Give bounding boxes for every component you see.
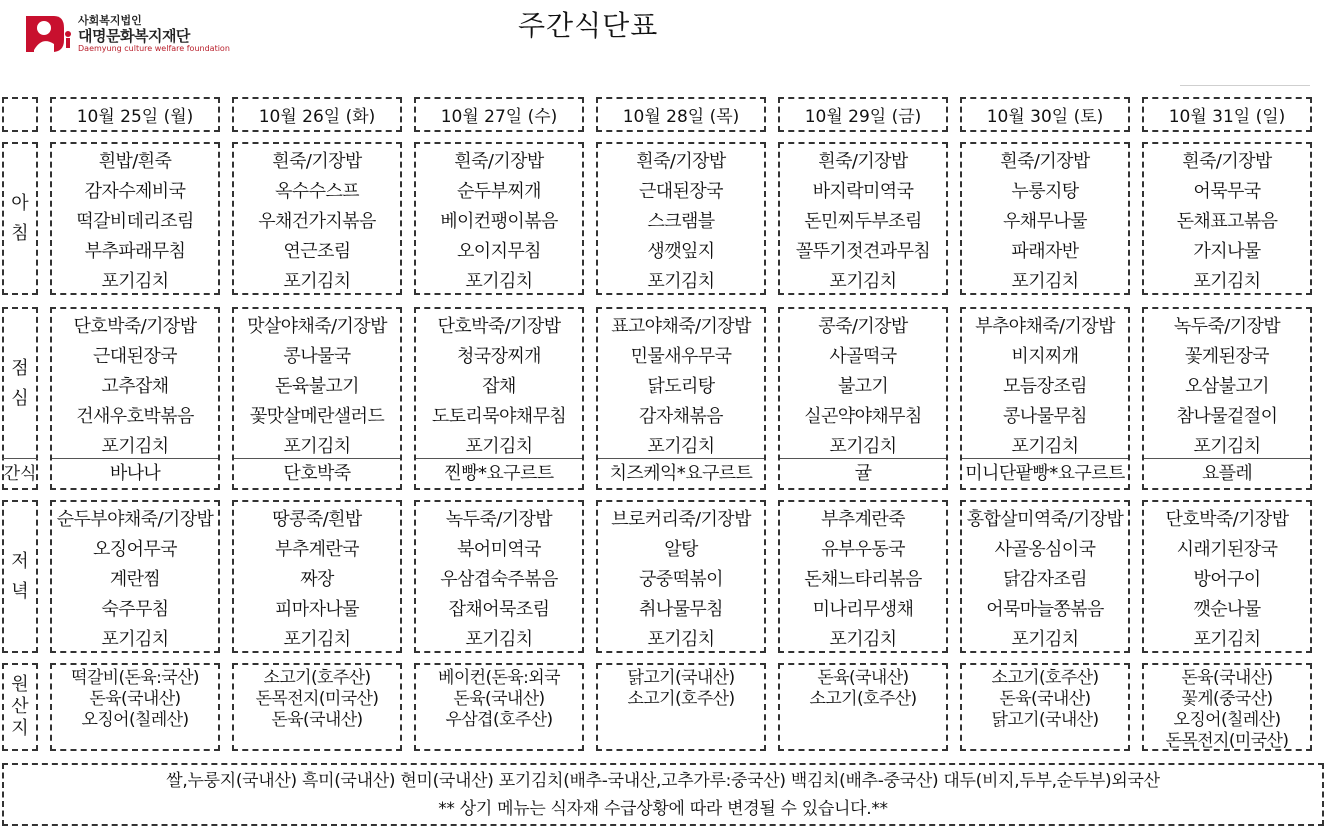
- dinner-cell: [50, 500, 220, 653]
- origin-cell: [960, 663, 1130, 751]
- menu-item: 우삼겹숙주볶음: [440, 569, 558, 590]
- menu-item: 흰죽/기장밥: [1182, 151, 1272, 172]
- menu-item: 사골떡국: [829, 346, 897, 367]
- lunch-cell: [960, 307, 1130, 490]
- org-english-label: Daemyung culture welfare foundation: [78, 44, 230, 53]
- menu-change-notice: ** 상기 메뉴는 식자재 수급상황에 따라 변경될 수 있습니다.**: [438, 798, 888, 819]
- menu-item: 가지나물: [1193, 241, 1261, 262]
- menu-item: 단호박죽/기장밥: [437, 316, 561, 337]
- dinner-cell: [596, 500, 766, 653]
- menu-item: 실곤약야채무침: [804, 406, 922, 427]
- menu-item: 베이컨팽이볶음: [440, 211, 558, 232]
- menu-item: 잡채: [482, 376, 516, 397]
- origin-cell: [596, 663, 766, 751]
- origin-item: 돈목전지(미국산): [1165, 731, 1289, 751]
- menu-item: 어묵무국: [1193, 181, 1261, 202]
- top-rule: [1180, 85, 1310, 86]
- menu-item: 바지락미역국: [812, 181, 914, 202]
- menu-item: 알탕: [664, 539, 698, 560]
- menu-item: 녹두죽/기장밥: [1173, 316, 1281, 337]
- menu-item: 우채무나물: [1003, 211, 1087, 232]
- menu-item: 콩죽/기장밥: [818, 316, 908, 337]
- menu-item: 민물새우무국: [630, 346, 732, 367]
- menu-item: 단호박죽/기장밥: [1165, 509, 1289, 530]
- menu-item: 오삼불고기: [1185, 376, 1269, 397]
- menu-item: 순두부찌개: [457, 181, 541, 202]
- menu-item: 오징어무국: [93, 539, 177, 560]
- origin-item: 돈육(국내산): [271, 710, 363, 730]
- menu-item: 잡채어묵조림: [448, 599, 550, 620]
- menu-item: 숙주무침: [101, 599, 169, 620]
- dinner-cell: [232, 500, 402, 653]
- origin-item: 닭고기(국내산): [627, 668, 735, 688]
- breakfast-cell: [960, 142, 1130, 295]
- menu-item: 감자수제비국: [84, 181, 186, 202]
- menu-item: 표고야채죽/기장밥: [611, 316, 751, 337]
- origin-item: 소고기(호주산): [627, 689, 735, 709]
- menu-item: 포기김치: [647, 629, 715, 650]
- menu-item: 포기김치: [283, 271, 351, 292]
- org-type-label: 사회복지법인: [78, 14, 142, 27]
- day-header: 10월 30일 (토): [960, 97, 1130, 132]
- page-title: 주간식단표: [518, 9, 659, 42]
- menu-item: 포기김치: [647, 271, 715, 292]
- lunch-cell: [50, 307, 220, 490]
- menu-item: 포기김치: [465, 436, 533, 457]
- foundation-logo-icon: [24, 10, 76, 54]
- origin-label-char: 산: [11, 696, 29, 717]
- snack-item: 바나나: [52, 458, 218, 489]
- snack-item: 미니단팥빵*요구르트: [962, 458, 1128, 489]
- lunch-cell: [232, 307, 402, 490]
- snack-label: 간식: [2, 458, 38, 489]
- origin-item: 소고기(호주산): [263, 668, 371, 688]
- menu-item: 참나물겉절이: [1176, 406, 1278, 427]
- menu-item: 흰죽/기장밥: [818, 151, 908, 172]
- menu-item: 포기김치: [283, 629, 351, 650]
- breakfast-cell: [596, 142, 766, 295]
- origin-item: 돈육(국내산): [453, 689, 545, 709]
- dinner-cell: [778, 500, 948, 653]
- menu-item: 계란찜: [109, 569, 161, 590]
- breakfast-cell: [50, 142, 220, 295]
- menu-item: 연근조림: [283, 241, 351, 262]
- menu-item: 취나물무침: [639, 599, 723, 620]
- origin-item: 돈육(국내산): [1181, 668, 1273, 688]
- dinner-cell: [414, 500, 584, 653]
- breakfast-label-char: 침: [11, 222, 29, 244]
- menu-item: 떡갈비데리조림: [76, 211, 194, 232]
- menu-item: 비지찌개: [1011, 346, 1079, 367]
- day-header: 10월 31일 (일): [1142, 97, 1312, 132]
- snack-item: 단호박죽: [234, 458, 400, 489]
- menu-item: 감자채볶음: [639, 406, 723, 427]
- lunch-snack-label: [2, 307, 38, 490]
- menu-item: 닭감자조림: [1003, 569, 1087, 590]
- day-header: 10월 29일 (금): [778, 97, 948, 132]
- menu-item: 흰죽/기장밥: [636, 151, 726, 172]
- menu-item: 궁중떡볶이: [639, 569, 723, 590]
- day-header: 10월 25일 (월): [50, 97, 220, 132]
- day-header: 10월 27일 (수): [414, 97, 584, 132]
- origin-label-char: 지: [11, 718, 29, 739]
- lunch-cell: [778, 307, 948, 490]
- day-header: 10월 26일 (화): [232, 97, 402, 132]
- menu-item: 누룽지탕: [1011, 181, 1079, 202]
- menu-item: 포기김치: [829, 271, 897, 292]
- menu-item: 사골옹심이국: [994, 539, 1096, 560]
- day-header: 10월 28일 (목): [596, 97, 766, 132]
- menu-item: 포기김치: [465, 629, 533, 650]
- menu-item: 닭도리탕: [647, 376, 715, 397]
- menu-item: 청국장찌개: [457, 346, 541, 367]
- lunch-cell: [596, 307, 766, 490]
- origin-cell: [778, 663, 948, 751]
- menu-item: 부추파래무침: [84, 241, 186, 262]
- menu-item: 포기김치: [1011, 436, 1079, 457]
- menu-item: 맛살야채죽/기장밥: [247, 316, 387, 337]
- menu-item: 녹두죽/기장밥: [445, 509, 553, 530]
- menu-item: 고추잡채: [101, 376, 169, 397]
- origin-label-char: 원: [11, 674, 29, 695]
- origin-item: 돈육(국내산): [999, 689, 1091, 709]
- origin-cell: [1142, 663, 1312, 751]
- menu-item: 근대된장국: [93, 346, 177, 367]
- menu-item: 포기김치: [829, 629, 897, 650]
- dinner-label-char: 녁: [11, 580, 29, 602]
- origin-cell: [50, 663, 220, 751]
- menu-item: 짜장: [300, 569, 334, 590]
- menu-item: 방어구이: [1193, 569, 1261, 590]
- menu-item: 깻순나물: [1193, 599, 1261, 620]
- lunch-cell: [1142, 307, 1312, 490]
- menu-item: 미나리무생채: [812, 599, 914, 620]
- menu-item: 유부우동국: [821, 539, 905, 560]
- origin-item: 돈육(국내산): [89, 689, 181, 709]
- ingredient-origin-note: 쌀,누룽지(국내산) 흑미(국내산) 현미(국내산) 포기김치(배추-국내산,고추가루:중국산) 백김치(배추-중국산) 대두(비지,두부,순두부)외국산: [166, 770, 1160, 791]
- menu-item: 부추계란국: [275, 539, 359, 560]
- origin-item: 돈육(국내산): [817, 668, 909, 688]
- dinner-label-char: 저: [11, 550, 29, 572]
- origin-cell: [414, 663, 584, 751]
- menu-item: 꽃게된장국: [1185, 346, 1269, 367]
- origin-item: 닭고기(국내산): [991, 710, 1099, 730]
- menu-item: 포기김치: [1193, 629, 1261, 650]
- footer-box: [2, 763, 1324, 826]
- menu-item: 건새우호박볶음: [76, 406, 194, 427]
- dinner-cell: [960, 500, 1130, 653]
- lunch-label-char: 점: [11, 357, 29, 379]
- menu-item: 포기김치: [101, 629, 169, 650]
- menu-item: 콩나물국: [283, 346, 351, 367]
- dinner-label: [2, 500, 38, 653]
- menu-item: 포기김치: [1011, 629, 1079, 650]
- menu-item: 북어미역국: [457, 539, 541, 560]
- breakfast-cell: [1142, 142, 1312, 295]
- menu-item: 흰밥/흰죽: [98, 151, 172, 172]
- menu-item: 브로커리죽/기장밥: [611, 509, 751, 530]
- menu-item: 돈육불고기: [275, 376, 359, 397]
- menu-item: 피마자나물: [275, 599, 359, 620]
- origin-item: 돈목전지(미국산): [255, 689, 379, 709]
- lunch-label-char: 심: [11, 387, 29, 409]
- menu-item: 홍합살미역죽/기장밥: [966, 509, 1124, 530]
- origin-item: 소고기(호주산): [809, 689, 917, 709]
- origin-label: [2, 663, 38, 751]
- menu-item: 파래자반: [1011, 241, 1079, 262]
- origin-item: 오징어(칠레산): [81, 710, 189, 730]
- menu-item: 포기김치: [1193, 271, 1261, 292]
- menu-item: 꽃맛살메란샐러드: [249, 406, 385, 427]
- dinner-cell: [1142, 500, 1312, 653]
- breakfast-label-char: 아: [11, 192, 29, 214]
- menu-item: 돈채느타리볶음: [804, 569, 922, 590]
- snack-item: 요플레: [1144, 458, 1310, 489]
- origin-item: 오징어(칠레산): [1173, 710, 1281, 730]
- menu-item: 땅콩죽/흰밥: [272, 509, 362, 530]
- menu-item: 포기김치: [829, 436, 897, 457]
- menu-item: 돈민찌두부조림: [804, 211, 922, 232]
- org-name-label: 대명문화복지재단: [78, 27, 190, 45]
- menu-item: 포기김치: [647, 436, 715, 457]
- snack-item: 귤: [780, 458, 946, 489]
- origin-item: 우삼겹(호주산): [445, 710, 553, 730]
- menu-item: 부추야채죽/기장밥: [975, 316, 1115, 337]
- menu-item: 옥수수스프: [275, 181, 359, 202]
- menu-item: 흰죽/기장밥: [272, 151, 362, 172]
- menu-item: 우채건가지볶음: [258, 211, 376, 232]
- menu-item: 흰죽/기장밥: [454, 151, 544, 172]
- menu-item: 생깻잎지: [647, 241, 715, 262]
- menu-item: 순두부야채죽/기장밥: [56, 509, 214, 530]
- menu-item: 오이지무침: [457, 241, 541, 262]
- snack-item: 찐빵*요구르트: [416, 458, 582, 489]
- origin-item: 베이컨(돈육:외국: [438, 668, 560, 688]
- origin-item: 꽃게(중국산): [1181, 689, 1273, 709]
- breakfast-cell: [232, 142, 402, 295]
- menu-item: 스크램블: [647, 211, 715, 232]
- snack-item: 치즈케익*요구르트: [598, 458, 764, 489]
- menu-item: 시래기된장국: [1176, 539, 1278, 560]
- menu-item: 불고기: [837, 376, 889, 397]
- corner-cell: [2, 97, 38, 132]
- menu-item: 어묵마늘쫑볶음: [986, 599, 1104, 620]
- menu-item: 단호박죽/기장밥: [73, 316, 197, 337]
- menu-item: 포기김치: [101, 436, 169, 457]
- menu-item: 포기김치: [1193, 436, 1261, 457]
- menu-item: 포기김치: [465, 271, 533, 292]
- menu-item: 포기김치: [101, 271, 169, 292]
- breakfast-cell: [778, 142, 948, 295]
- menu-item: 콩나물무침: [1003, 406, 1087, 427]
- origin-item: 떡갈비(돈육:국산): [71, 668, 199, 688]
- foundation-logo: [24, 10, 230, 54]
- menu-item: 포기김치: [283, 436, 351, 457]
- menu-item: 모듬장조림: [1003, 376, 1087, 397]
- lunch-cell: [414, 307, 584, 490]
- menu-item: 흰죽/기장밥: [1000, 151, 1090, 172]
- menu-item: 부추계란죽: [821, 509, 905, 530]
- menu-item: 근대된장국: [639, 181, 723, 202]
- breakfast-cell: [414, 142, 584, 295]
- menu-item: 도토리묵야채무침: [431, 406, 567, 427]
- menu-item: 포기김치: [1011, 271, 1079, 292]
- breakfast-label: [2, 142, 38, 295]
- origin-cell: [232, 663, 402, 751]
- menu-item: 돈채표고볶음: [1176, 211, 1278, 232]
- menu-item: 꼴뚜기젓견과무침: [795, 241, 931, 262]
- origin-item: 소고기(호주산): [991, 668, 1099, 688]
